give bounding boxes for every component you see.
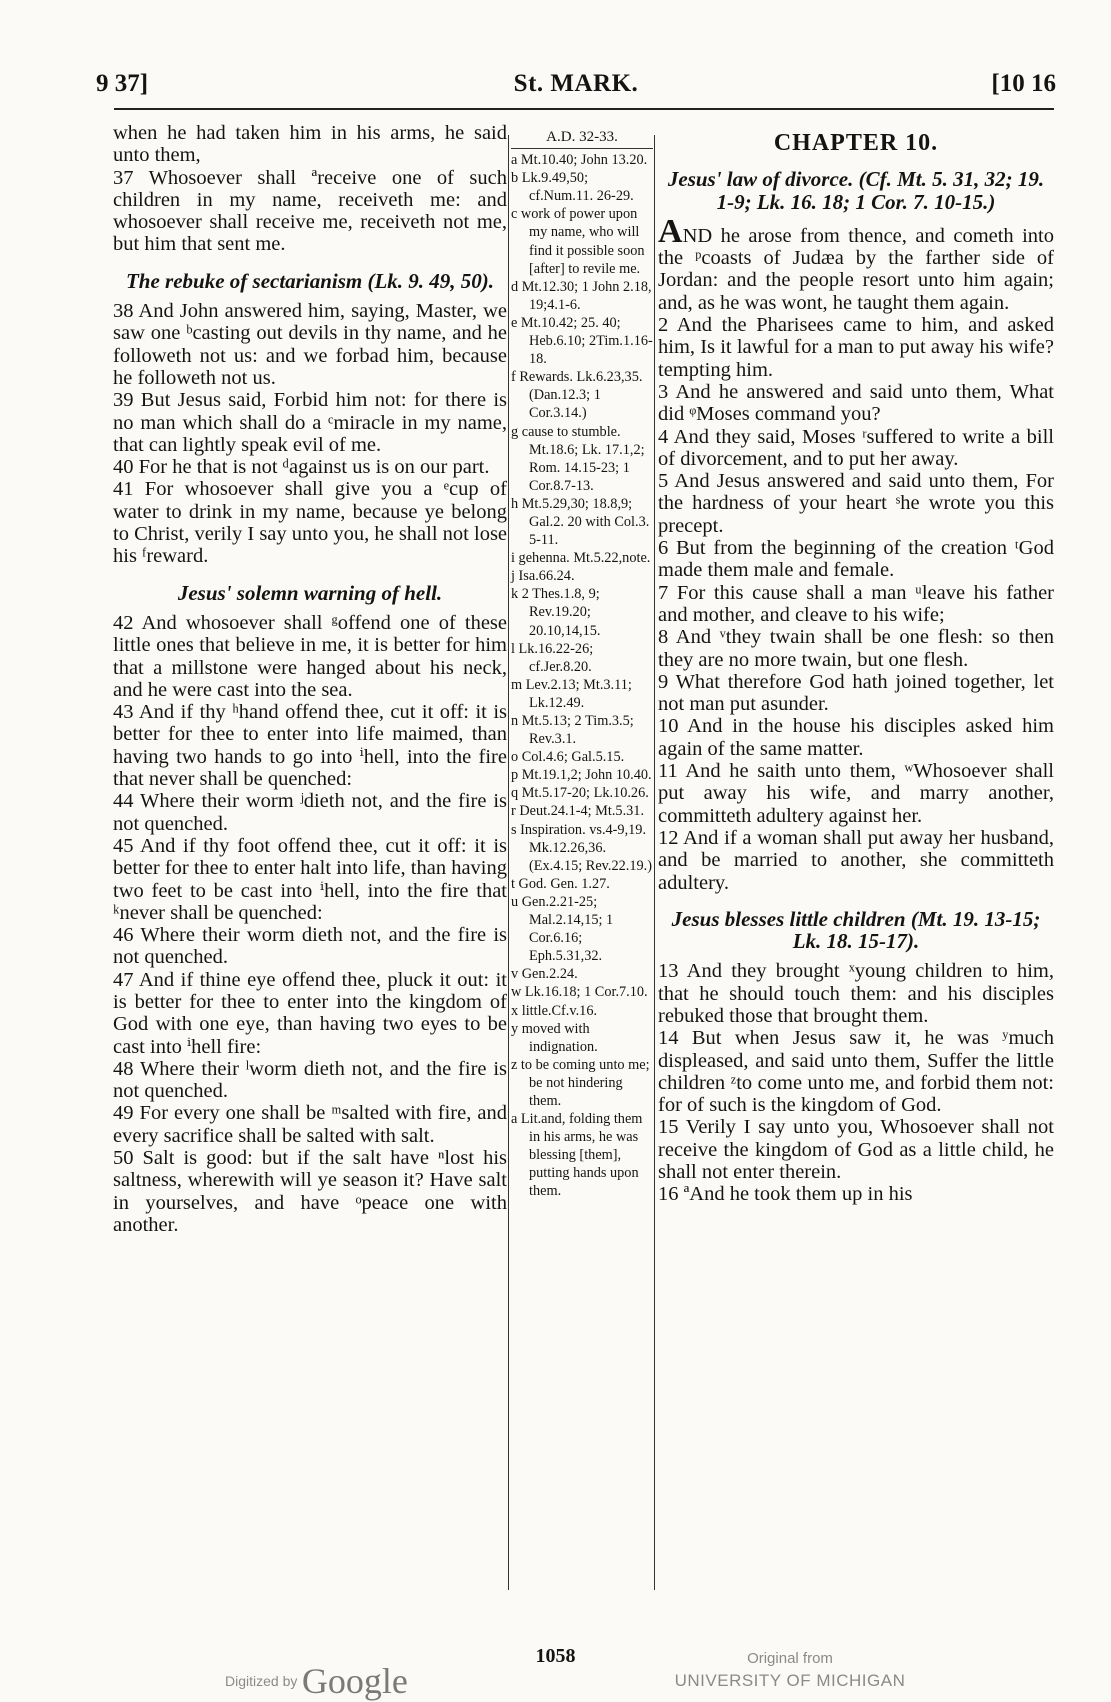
header-rule [114,108,1054,110]
margin-note: u Gen.2.21-25; Mal.2.14,15; 1 Cor.6.16; Eph.5.31,32. [511,893,614,965]
margin-note: l Lk.16.22-26; cf.Jer.8.20. [511,640,594,675]
section-heading: Jesus' solemn warning of hell. [177,580,443,605]
verse-paragraph: 44 Where their worm ʲdieth not, and the fire is not quenched. [113,790,507,835]
margin-note: a Lit.and, folding them in his arms, he was blessing [them], putting hands upon them. [511,1111,643,1200]
right-text-column [658,122,1054,1206]
margin-note: q Mt.5.17-20; Lk.10.26. [511,785,649,802]
margin-note: g cause to stumble. Mt.18.6; Lk. 17.1,2; Rom. 14.15-23; 1 Cor.8.7-13. [511,423,645,494]
verse-paragraph: 37 Whosoever shall ªreceive one of such children in my name, receiveth me: and whosoever shall receive me, receiveth not me, but him that sent me. [113,166,507,256]
left-text-column [113,122,507,1236]
margin-note: d Mt.12.30; 1 John 2.18, 19;4.1-6. [511,278,652,313]
verse-paragraph: 7 For this cause shall a man ᵘleave his father and mother, and cleave to his wife; [658,581,1054,626]
verse-paragraph: 11 And he saith unto them, ʷWhosoever shall put away his wife, and marry another, committeth adultery against her. [658,760,1054,827]
margin-note: b Lk.9.49,50; cf.Num.11. 26-29. [511,170,634,205]
margin-note: s Inspiration. vs.4-9,19. Mk.12.26,36. (Ex.4.15; Rev.22.19.) [511,821,652,874]
margin-note: i gehenna. Mt.5.22,note. [511,550,651,567]
verse-paragraph: 45 And if thy foot offend thee, cut it off: it is better for thee to enter halt into life, than having two feet to be cast into ⁱhell, into the fire that ᵏnever shall be quenched: [113,834,507,924]
header-book-title: St. MARK. [513,70,639,97]
verse-paragraph: AND he arose from thence, and cometh into the ᵖcoasts of Judæa by the farther side of Jordan: and the people resort unto him again; and, as he was wont, he taught them again. [658,212,1054,314]
verse-paragraph: 6 But from the beginning of the creation ᵗGod made them male and female. [658,537,1054,582]
verse-paragraph: when he had taken him in his arms, he said unto them, [113,122,507,167]
verse-paragraph: 9 What therefore God hath joined together, let not man put asunder. [658,670,1054,716]
verse-paragraph: 5 And Jesus answered and said unto them, For the hardness of your heart ˢhe wrote you this precept. [658,470,1054,537]
page-number: 1058 [535,1645,576,1667]
verse-paragraph: 49 For every one shall be ᵐsalted with fire, and every sacrifice shall be salted with salt. [113,1102,507,1147]
margin-note: w Lk.16.18; 1 Cor.7.10. [511,984,648,1001]
margin-note: v Gen.2.24. [511,966,578,983]
section-heading: Jesus' law of divorce. (Cf. Mt. 5. 31, 32; 19. 1-9; Lk. 16. 18; 1 Cor. 7. 10-15.) [667,167,1045,214]
verse-paragraph: 14 But when Jesus saw it, he was ʸmuch displeased, and said unto them, Suffer the little children ᶻto come unto me, and forbid them not: for of such is the kingdom of God. [658,1027,1054,1117]
google-logo: Google [301,1661,408,1701]
verse-paragraph: 41 For whosoever shall give you a ᵉcup of water to drink in my name, because ye belong to Christ, verily I say unto you, he shall not lose his ᶠreward. [113,478,508,568]
verse-paragraph: 10 And in the house his disciples asked him again of the same matter. [658,715,1054,760]
margin-note: m Lev.2.13; Mt.3.11; Lk.12.49. [511,676,632,711]
verse-paragraph: 46 Where their worm dieth not, and the fire is not quenched. [113,924,507,969]
digitized-by-google [225,1660,408,1702]
margin-note: n Mt.5.13; 2 Tim.3.5; Rev.3.1. [511,713,634,748]
verse-paragraph: 15 Verily I say unto you, Whosoever shall not receive the kingdom of God as a little child, he shall not enter therein. [658,1116,1054,1184]
margin-note: r Deut.24.1-4; Mt.5.31. [511,803,645,820]
verse-paragraph: 8 And ᵛthey twain shall be one flesh: so then they are no more twain, but one flesh. [658,626,1054,671]
margin-note: c work of power upon my name, who will find it possible soon [after] to revile me. [511,206,645,277]
margin-notes-list [511,151,653,1200]
margin-note: o Col.4.6; Gal.5.15. [511,749,625,766]
verse-paragraph: 13 And they brought ˣyoung children to him, that he should touch them: and his disciples rebuked those that brought them. [658,960,1054,1027]
margin-note: k 2 Thes.1.8, 9; Rev.19.20; 20.10,14,15. [511,586,601,639]
header-verse-end: [10 16 [991,70,1056,97]
column-divider-right [654,135,655,1590]
verse-paragraph: 3 And he answered and said unto them, What did ᵠMoses command you? [658,380,1054,426]
margin-note: x little.Cf.v.16. [511,1002,598,1019]
margin-note: f Rewards. Lk.6.23,35. (Dan.12.3; 1 Cor.3.14.) [511,369,643,422]
chapter-heading: CHAPTER 10. [773,130,939,156]
verse-paragraph: 42 And whosoever shall ᵍoffend one of these little ones that believe in me, it is better for him that a millstone were hanged about his neck, and he were cast into the sea. [113,611,507,701]
margin-note: e Mt.10.42; 25. 40; Heb.6.10; 2Tim.1.16-18. [511,314,653,368]
margin-date: A.D. 32-33. [511,128,653,149]
verse-paragraph: 16 ªAnd he took them up in his [658,1183,913,1206]
margin-note: t God. Gen. 1.27. [511,875,610,892]
verse-paragraph: 39 But Jesus said, Forbid him not: for there is no man which shall do a ᶜmiracle in my name, that can lightly speak evil of me. [113,389,507,456]
verse-paragraph: 48 Where their ˡworm dieth not, and the fire is not quenched. [113,1057,507,1103]
margin-note: a Mt.10.40; John 13.20. [511,152,648,169]
margin-note: y moved with indignation. [511,1020,598,1055]
section-heading: Jesus blesses little children (Mt. 19. 13-15; Lk. 18. 15-17). [671,906,1041,954]
university-label: UNIVERSITY OF MICHIGAN [674,1671,906,1690]
verse-paragraph: 38 And John answered him, saying, Master, we saw one ᵇcasting out devils in thy name, and he followeth not us: and we forbad him, because he followeth not us. [113,300,507,389]
margin-note: p Mt.19.1,2; John 10.40. [511,767,652,784]
margin-note: j Isa.66.24. [511,568,575,585]
verse-paragraph: 47 And if thine eye offend thee, pluck it out: it is better for thee to enter into the kingdom of God with one eye, than having two eyes to be cast into ⁱhell fire: [113,968,507,1058]
original-from-label: Original from [747,1650,833,1667]
margin-references-column [511,122,653,1201]
header-verse-start: 9 37] [96,70,149,97]
verse-paragraph: 40 For he that is not ᵈagainst us is on our part. [113,456,490,479]
digitized-label: Digitized by [225,1673,298,1689]
column-divider-left [508,135,509,1590]
margin-note: z to be coming unto me; be not hindering them. [511,1056,650,1109]
verse-paragraph: 43 And if thy ʰhand offend thee, cut it off: it is better for thee to enter into life maimed, than having two hands to go into ⁱhell, into the fire that never shall be quenched: [113,701,507,791]
original-source [660,1648,920,1692]
running-header [96,70,1056,104]
margin-note: h Mt.5.29,30; 18.8,9; Gal.2. 20 with Col.3. 5-11. [511,495,650,549]
section-heading: The rebuke of sectarianism (Lk. 9. 49, 50). [125,268,495,293]
verse-paragraph: 50 Salt is good: but if the salt have ⁿlost his saltness, wherewith will ye season it? Have salt in yourselves, and have ᵒpeace one with another. [113,1147,507,1236]
verse-paragraph: 2 And the Pharisees came to him, and asked him, Is it lawful for a man to put away his wife? tempting him. [658,314,1054,381]
verse-paragraph: 12 And if a woman shall put away her husband, and be married to another, she committeth adultery. [658,826,1054,894]
verse-paragraph: 4 And they said, Moses ʳsuffered to write a bill of divorcement, and to put her away. [658,425,1054,470]
